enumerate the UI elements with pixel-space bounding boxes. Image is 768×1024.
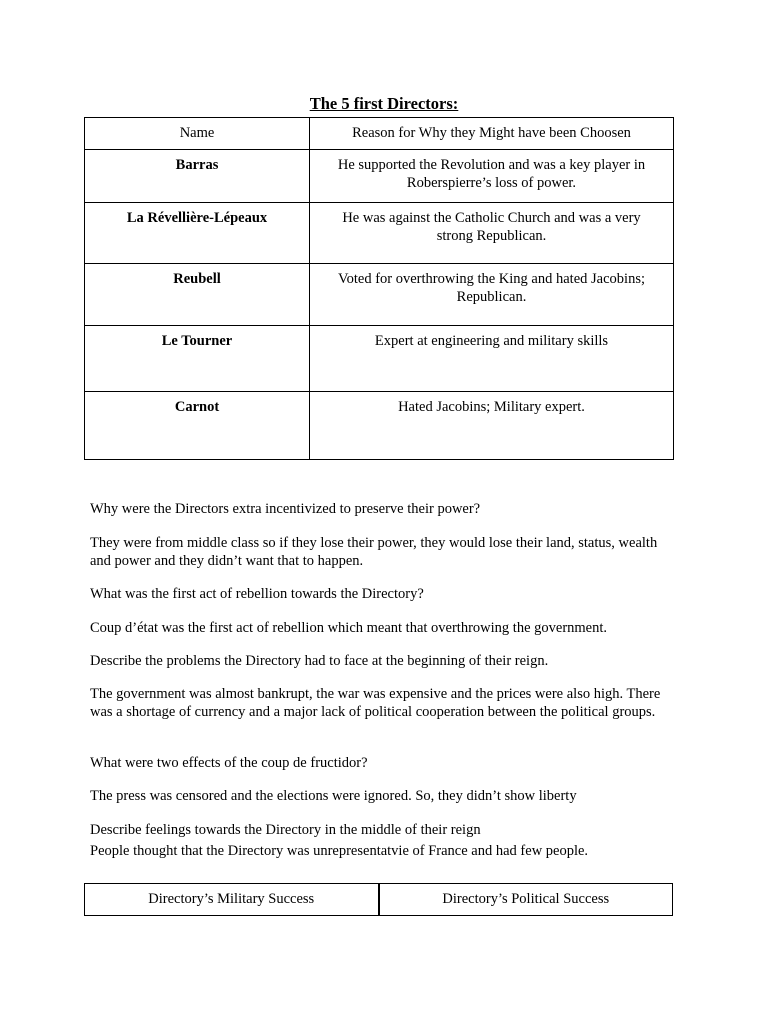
director-reason: He supported the Revolution and was a key player in Roberspierre’s loss of power. [310,150,674,203]
director-reason: He was against the Catholic Church and was a very strong Republican. [310,203,674,264]
header-name: Name [85,118,310,150]
answer-4: The press was censored and the elections were ignored. So, they didn’t show liberty [90,788,577,804]
director-name: Reubell [85,264,310,326]
question-1: Why were the Directors extra incentivized to preserve their power? [90,501,481,517]
table-header-row [85,118,674,150]
director-reason: Hated Jacobins; Military expert. [310,392,674,460]
answer-5: People thought that the Directory was unrepresentatvie of France and had few people. [90,843,589,859]
directors-table [84,117,674,460]
success-header-row [85,884,673,916]
director-reason: Voted for overthrowing the King and hated Jacobins; Republican. [310,264,674,326]
table-row [85,326,674,392]
answer-3: The government was almost bankrupt, the war was expensive and the prices were also high. There was a shortage of currency and a major lack of political cooperation between the political groups. [90,686,661,720]
military-success-header: Directory’s Military Success [85,884,379,916]
table-row [85,264,674,326]
director-name: Barras [85,150,310,203]
question-3: Describe the problems the Directory had to face at the beginning of their reign. [90,653,549,669]
table-row [85,150,674,203]
page-title: The 5 first Directors: [309,94,459,113]
table-row [85,392,674,460]
question-4: What were two effects of the coup de fructidor? [90,755,368,771]
question-5: Describe feelings towards the Directory in the middle of their reign [90,822,481,838]
header-reason: Reason for Why they Might have been Choosen [310,118,674,150]
director-name: Carnot [85,392,310,460]
director-name: Le Tourner [85,326,310,392]
director-reason: Expert at engineering and military skills [310,326,674,392]
answer-1: They were from middle class so if they lose their power, they would lose their land, status, wealth and power and they didn’t want that to happen. [90,535,658,569]
table-row [85,203,674,264]
director-name: La Révellière-Lépeaux [85,203,310,264]
success-table [84,883,673,916]
political-success-header: Directory’s Political Success [379,884,673,916]
answer-2: Coup d’état was the first act of rebellion which meant that overthrowing the government. [90,620,608,636]
question-2: What was the first act of rebellion towards the Directory? [90,586,424,602]
